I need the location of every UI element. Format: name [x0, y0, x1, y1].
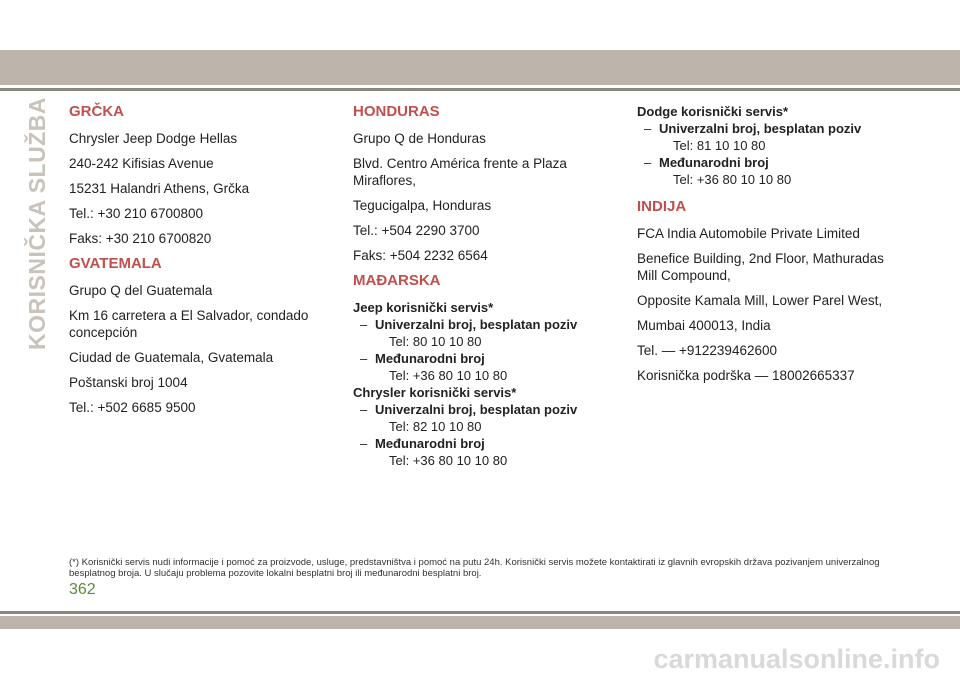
chrysler-intl-tel: Tel: +36 80 10 10 80 — [389, 453, 508, 468]
dash-bullet: – — [360, 436, 368, 451]
footer-band — [0, 616, 960, 629]
india-line: FCA India Automobile Private Limited — [637, 226, 860, 241]
greece-line: 240-242 Kifisias Avenue — [69, 156, 214, 171]
dash-bullet: – — [644, 155, 652, 170]
greece-line: Chrysler Jeep Dodge Hellas — [69, 131, 238, 146]
india-line: Tel. — +912239462600 — [637, 343, 777, 358]
jeep-service-title: Jeep korisnički servis* — [353, 300, 494, 315]
chrysler-service-title: Chrysler korisnički servis* — [353, 385, 517, 400]
heading-hungary: MAĐARSKA — [353, 272, 441, 289]
footer-rule — [0, 611, 960, 614]
guatemala-line: Poštanski broj 1004 — [69, 375, 188, 390]
greece-line: Faks: +30 210 6700820 — [69, 231, 212, 246]
india-line: Korisnička podrška — 18002665337 — [637, 368, 855, 383]
dodge-universal-text: Univerzalni broj, besplatan poziv — [659, 121, 862, 136]
guatemala-line: Grupo Q del Guatemala — [69, 283, 213, 298]
india-line: Opposite Kamala Mill, Lower Parel West, — [637, 293, 883, 308]
dash-bullet: – — [644, 121, 652, 136]
honduras-line: Faks: +504 2232 6564 — [353, 248, 488, 263]
greece-line: Tel.: +30 210 6700800 — [69, 206, 203, 221]
column-right — [637, 103, 905, 392]
dodge-service-title: Dodge korisnički servis* — [637, 104, 789, 119]
honduras-line: Tel.: +504 2290 3700 — [353, 223, 480, 238]
dash-bullet: – — [360, 351, 368, 366]
jeep-intl-text: Međunarodni broj — [375, 351, 485, 366]
honduras-line: Grupo Q de Honduras — [353, 131, 486, 146]
jeep-intl-tel: Tel: +36 80 10 10 80 — [389, 368, 508, 383]
jeep-universal-text: Univerzalni broj, besplatan poziv — [375, 317, 578, 332]
jeep-intl-label — [353, 350, 608, 367]
dodge-universal-label — [637, 120, 905, 137]
honduras-line: Tegucigalpa, Honduras — [353, 198, 492, 213]
greece-line: 15231 Halandri Athens, Grčka — [69, 181, 250, 196]
heading-greece: GRČKA — [69, 103, 124, 120]
header-rule — [0, 88, 960, 91]
honduras-line: Blvd. Centro América frente a Plaza Miraflores, — [353, 156, 567, 188]
dash-bullet: – — [360, 402, 368, 417]
india-line: Mumbai 400013, India — [637, 318, 771, 333]
watermark-text: carmanualsonline.info — [653, 644, 940, 674]
guatemala-line: Tel.: +502 6685 9500 — [69, 400, 196, 415]
column-left — [69, 103, 319, 424]
section-side-title: KORISNIČKA SLUŽBA — [24, 97, 50, 350]
dash-bullet: – — [360, 317, 368, 332]
chrysler-intl-label — [353, 435, 608, 452]
chrysler-intl-text: Međunarodni broj — [375, 436, 485, 451]
chrysler-universal-label — [353, 401, 608, 418]
heading-guatemala: GVATEMALA — [69, 255, 162, 272]
dodge-intl-tel: Tel: +36 80 10 10 80 — [673, 172, 792, 187]
jeep-universal-tel: Tel: 80 10 10 80 — [389, 334, 482, 349]
footnote: (*) Korisnički servis nudi informacije i pomoć za proizvode, usluge, predstavništva i pomoć na putu 24h. Korisnički servis možete kontaktirati iz glavnih evropskih država pozivanjem univerzalnog besplatnog broja. U slučaju problema pozovite lokalni besplatni broj ili međunarodni besplatni broj. — [69, 557, 880, 579]
jeep-universal-label — [353, 316, 608, 333]
heading-india: INDIJA — [637, 198, 687, 215]
guatemala-line: Km 16 carretera a El Salvador, condado concepción — [69, 308, 309, 340]
page-number: 362 — [69, 581, 96, 598]
dodge-universal-tel: Tel: 81 10 10 80 — [673, 138, 766, 153]
guatemala-line: Ciudad de Guatemala, Gvatemala — [69, 350, 274, 365]
dodge-intl-text: Međunarodni broj — [659, 155, 769, 170]
india-line: Benefice Building, 2nd Floor, Mathuradas Mill Compound, — [637, 251, 884, 283]
chrysler-universal-tel: Tel: 82 10 10 80 — [389, 419, 482, 434]
heading-honduras: HONDURAS — [353, 103, 440, 120]
column-middle — [353, 103, 608, 469]
header-band — [0, 50, 960, 85]
chrysler-universal-text: Univerzalni broj, besplatan poziv — [375, 402, 578, 417]
dodge-intl-label — [637, 154, 905, 171]
